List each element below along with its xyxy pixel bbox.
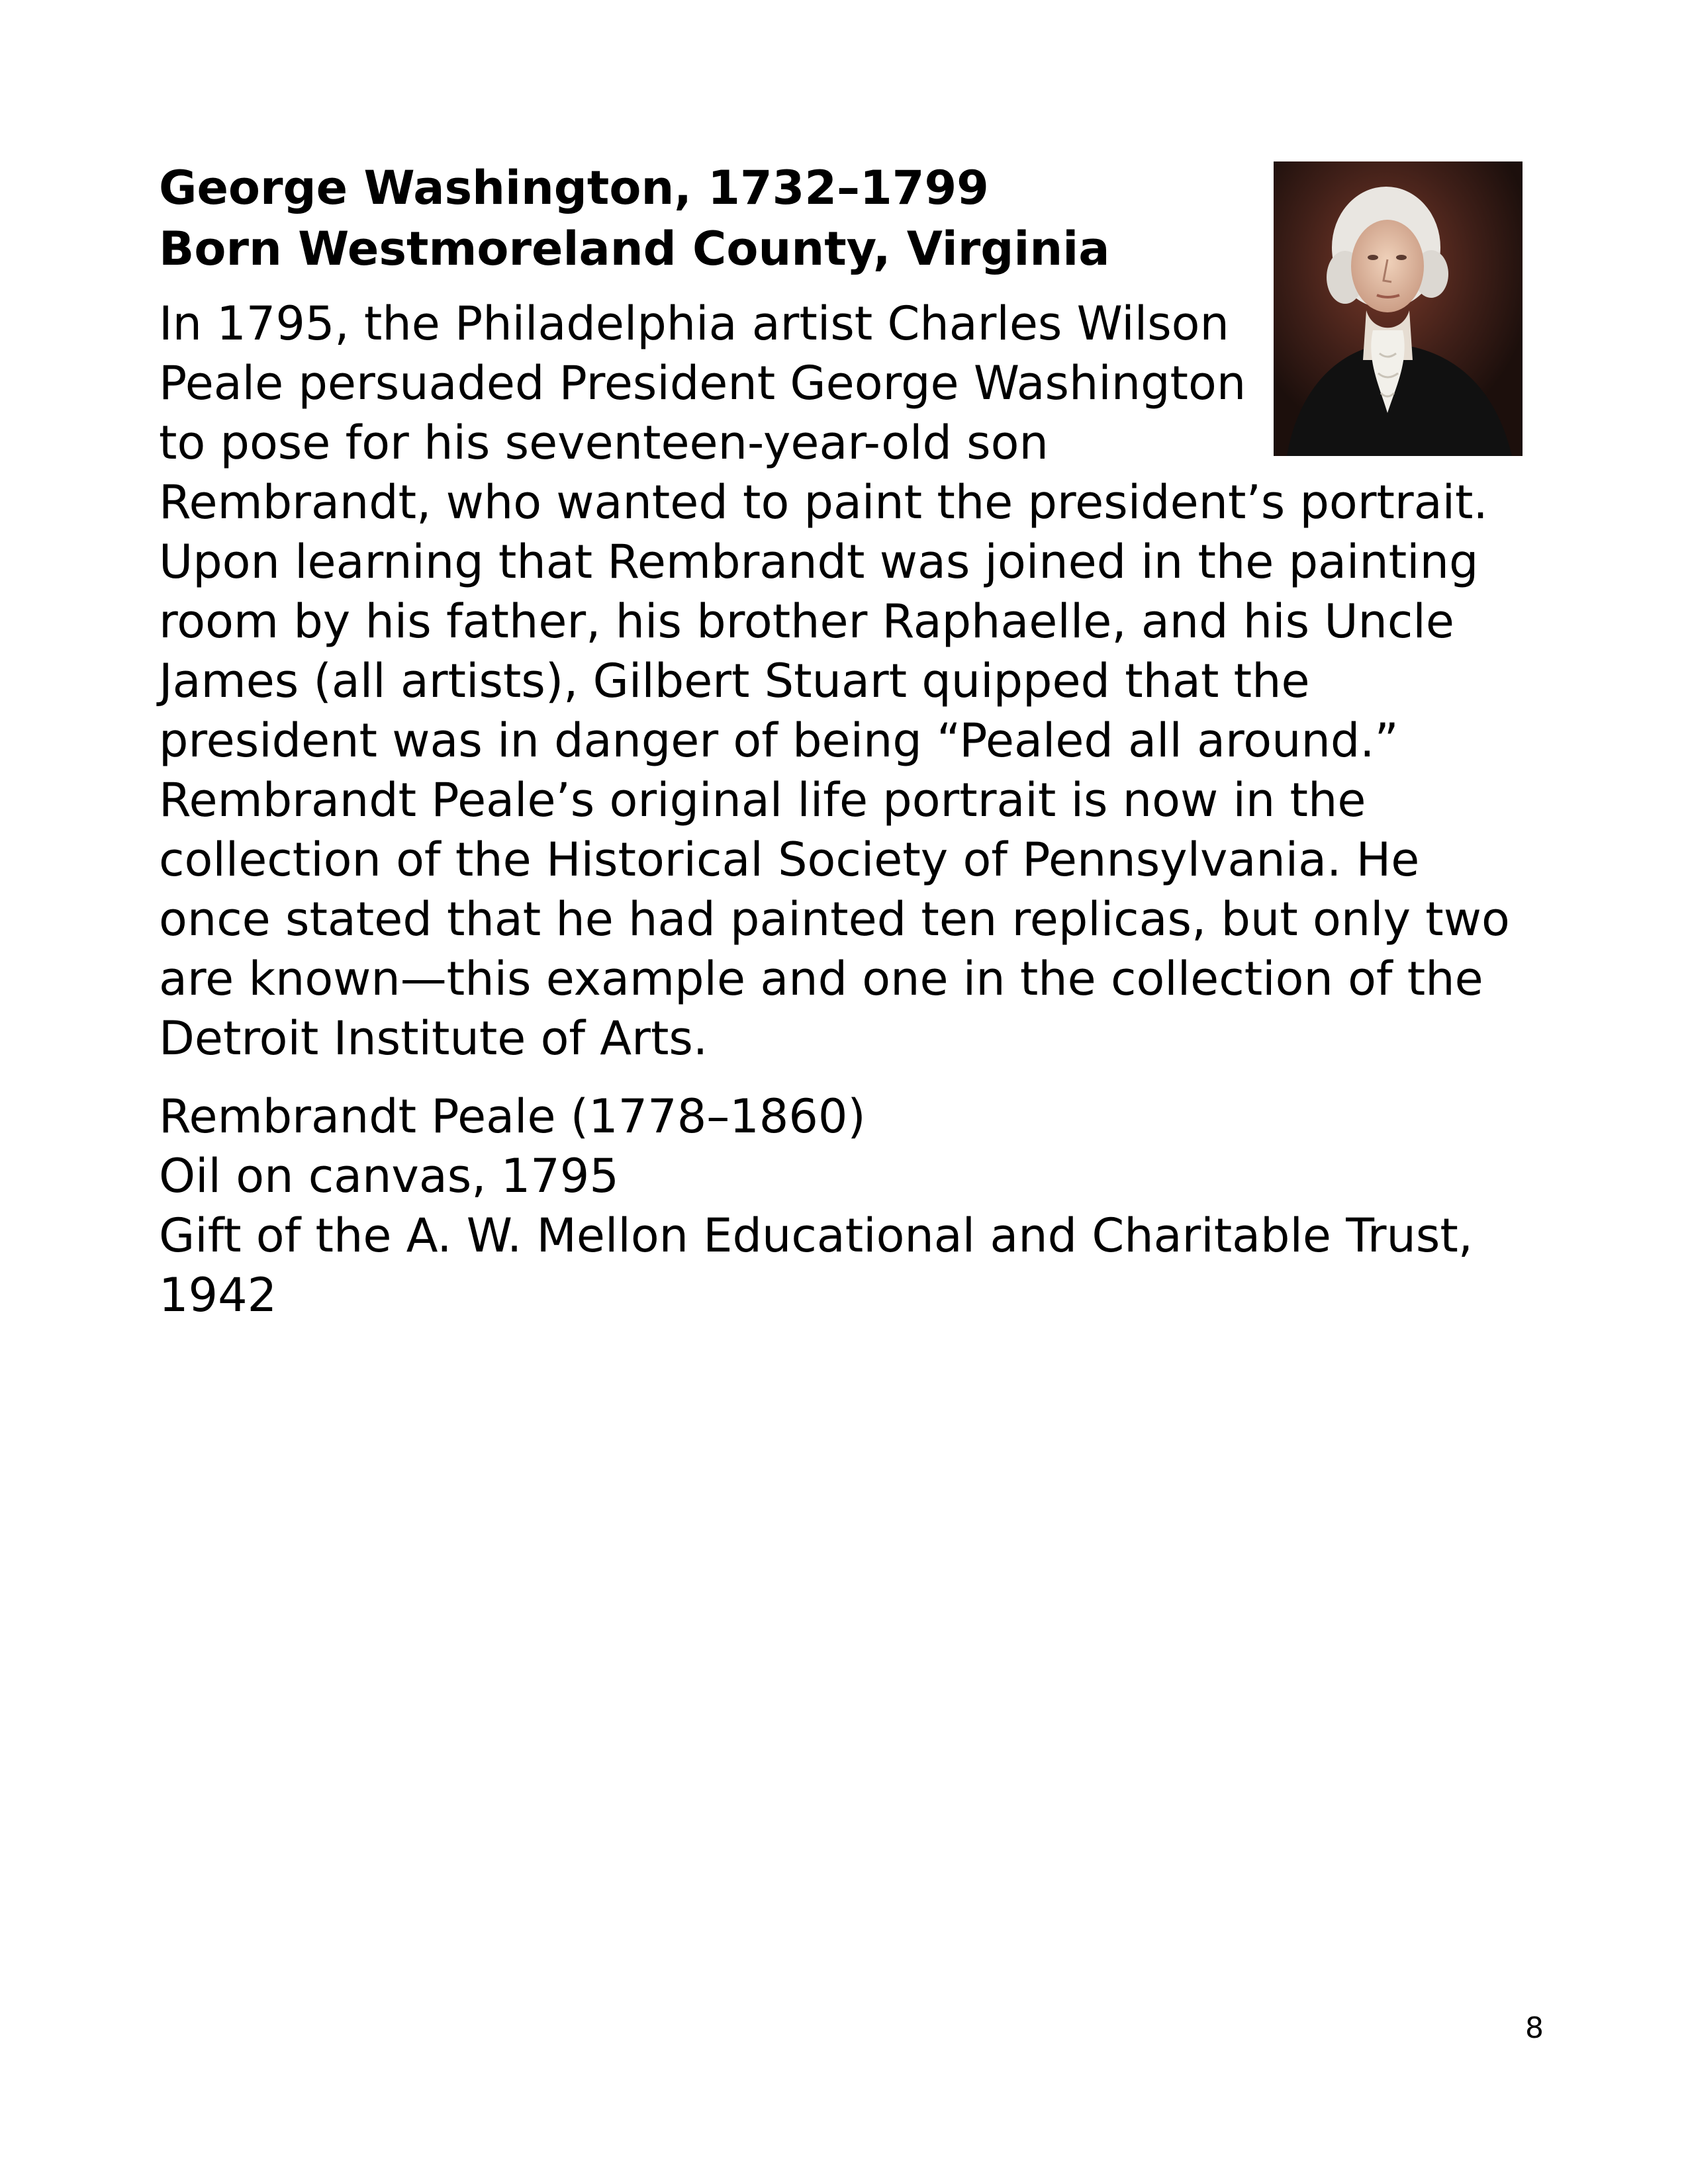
portrait-drawing xyxy=(1274,161,1523,456)
artwork-credits xyxy=(159,1087,1523,1325)
entry-content xyxy=(159,158,1523,1325)
artist-credit: Rembrandt Peale (1778–1860) xyxy=(159,1089,866,1144)
washington-portrait-icon xyxy=(1274,161,1523,456)
entry-description: In 1795, the Philadelphia artist Charles Wilson Peale persuaded President George Washington to pose for his seventeen-year-old son Rembrandt, who wanted to paint the president’s portrait. Upon learning that Rembrandt was joined in the painting room by his father, his brother Raphaelle, and his Uncle James (all artists), Gilbert Stuart quipped that the president was in danger of being “Pealed all around.” Rembrandt Peale’s original life portrait is now in the collection of the Historical Society of Pennsylvania. He once stated that he had painted ten replicas, but only two are known—this example and one in the collection of the Detroit Institute of Arts. xyxy=(159,296,1510,1066)
entry-title-line-1: George Washington, 1732–1799 xyxy=(159,161,989,215)
medium-credit: Oil on canvas, 1795 xyxy=(159,1149,619,1203)
page-number: 8 xyxy=(1525,2011,1544,2045)
entry-title-line-2: Born Westmoreland County, Virginia xyxy=(159,222,1110,276)
gift-credit: Gift of the A. W. Mellon Educational and Charitable Trust, 1942 xyxy=(159,1208,1474,1322)
